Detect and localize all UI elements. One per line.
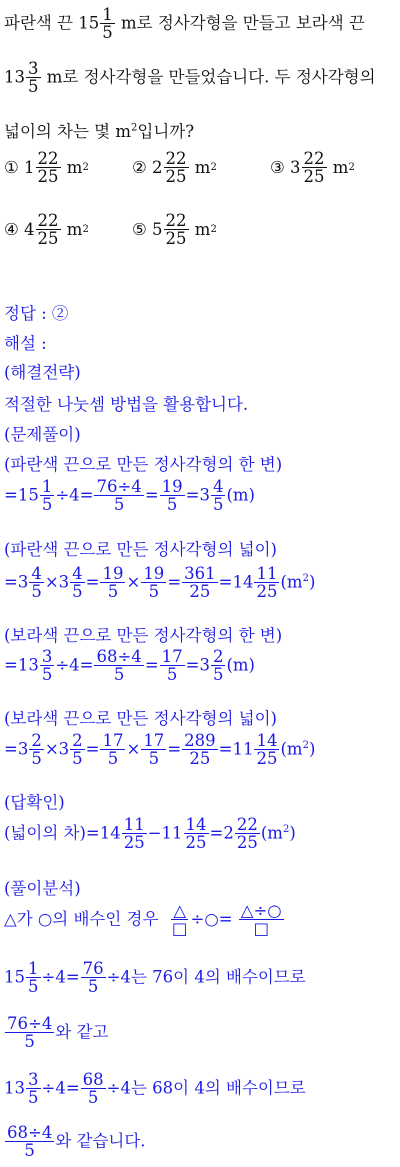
blue-side-heading: (파란색 끈으로 만든 정사각형의 한 변) (4, 455, 283, 474)
strategy-heading: (해결전략) (4, 363, 81, 382)
question-line-2 (4, 60, 398, 96)
equation-purple-area: =3 $\frac{2}{5}$ ×3 $\frac{2}{5}$ = $\frac{17}{5}$ × $\frac{17}{5}$ = $\frac{289}{25}$ =11 $\frac{14}{25}$ $(m^2)$ (4, 731, 316, 769)
option-1[interactable]: ① 1 $\frac{22}{25}$ m 2 (4, 149, 89, 187)
fraction: $\frac{3}{5}$ (28, 59, 39, 97)
question-text: 파란색 끈 15 (4, 13, 100, 33)
purple-area-heading: (보라색 끈으로 만든 정사각형의 넓이) (4, 709, 277, 728)
analysis-rule: △가 ○의 배수인 경우 $\frac{\triangle}{□}$ ÷○= $\frac{\triangle\div○}{□}$ (4, 901, 282, 939)
answer-line: 정답 : ② (4, 304, 69, 323)
check-heading: (답확인) (4, 793, 65, 812)
question-text: m로 정사각형을 만들고 보라색 끈 (121, 13, 365, 33)
equation-check: (넓이의 차)=14 $\frac{11}{25}$ −11 $\frac{14}{25}$ =2 $\frac{22}{25}$ $(m^2)$ (4, 815, 296, 853)
question-text: 입니까? (137, 122, 195, 141)
analysis-line-1: 15 $\frac{1}{5}$ ÷4= $\frac{76}{5}$ ÷4는 76이 4의 배수이므로 (4, 959, 306, 997)
question-line-3 (4, 118, 398, 142)
fraction: $\frac{1}{5}$ (102, 5, 113, 43)
solve-heading: (문제풀이) (4, 425, 81, 444)
whole-number: 13 (4, 67, 25, 87)
analysis-line-3: 13 $\frac{3}{5}$ ÷4= $\frac{68}{5}$ ÷4는 68이 4의 배수이므로 (4, 1070, 306, 1108)
equation-blue-area: =3 $\frac{4}{5}$ ×3 $\frac{4}{5}$ = $\frac{19}{5}$ × $\frac{19}{5}$ = $\frac{361}{25}$ =14 $\frac{11}{25}$ $(m^2)$ (4, 564, 316, 602)
purple-side-heading: (보라색 끈으로 만든 정사각형의 한 변) (4, 626, 283, 645)
analysis-line-2: $\frac{76\div 4}{5}$ 와 같고 (7, 1014, 109, 1052)
question-text: m로 정사각형을 만들었습니다. 두 정사각형의 (46, 67, 376, 87)
superscript: 2 (131, 122, 138, 134)
option-4[interactable]: ④ 4 $\frac{22}{25}$ m 2 (4, 211, 89, 249)
question-line-1 (4, 6, 398, 42)
option-5[interactable]: ⑤ 5 $\frac{22}{25}$ m 2 (132, 211, 217, 249)
strategy-text: 적절한 나눗셈 방법을 활용합니다. (4, 395, 249, 414)
option-2[interactable]: ② 2 $\frac{22}{25}$ m 2 (132, 149, 217, 187)
blue-area-heading: (파란색 끈으로 만든 정사각형의 넓이) (4, 540, 277, 559)
analysis-heading: (풀이분석) (4, 879, 81, 898)
explain-line: 해설 : (4, 334, 47, 353)
analysis-line-4: $\frac{68\div 4}{5}$ 와 같습니다. (7, 1123, 146, 1161)
equation-purple-side: =13 $\frac{3}{5}$ ÷4= $\frac{68\div 4}{5}$ = $\frac{17}{5}$ =3 $\frac{2}{5}$ (m) (4, 647, 255, 685)
option-3[interactable]: ③ 3 $\frac{22}{25}$ m 2 (270, 149, 355, 187)
question-text: 넓이의 차는 몇 m (4, 122, 132, 141)
equation-blue-side: =15 $\frac{1}{5}$ ÷4= $\frac{76\div 4}{5}$ = $\frac{19}{5}$ =3 $\frac{4}{5}$ (m) (4, 477, 255, 515)
